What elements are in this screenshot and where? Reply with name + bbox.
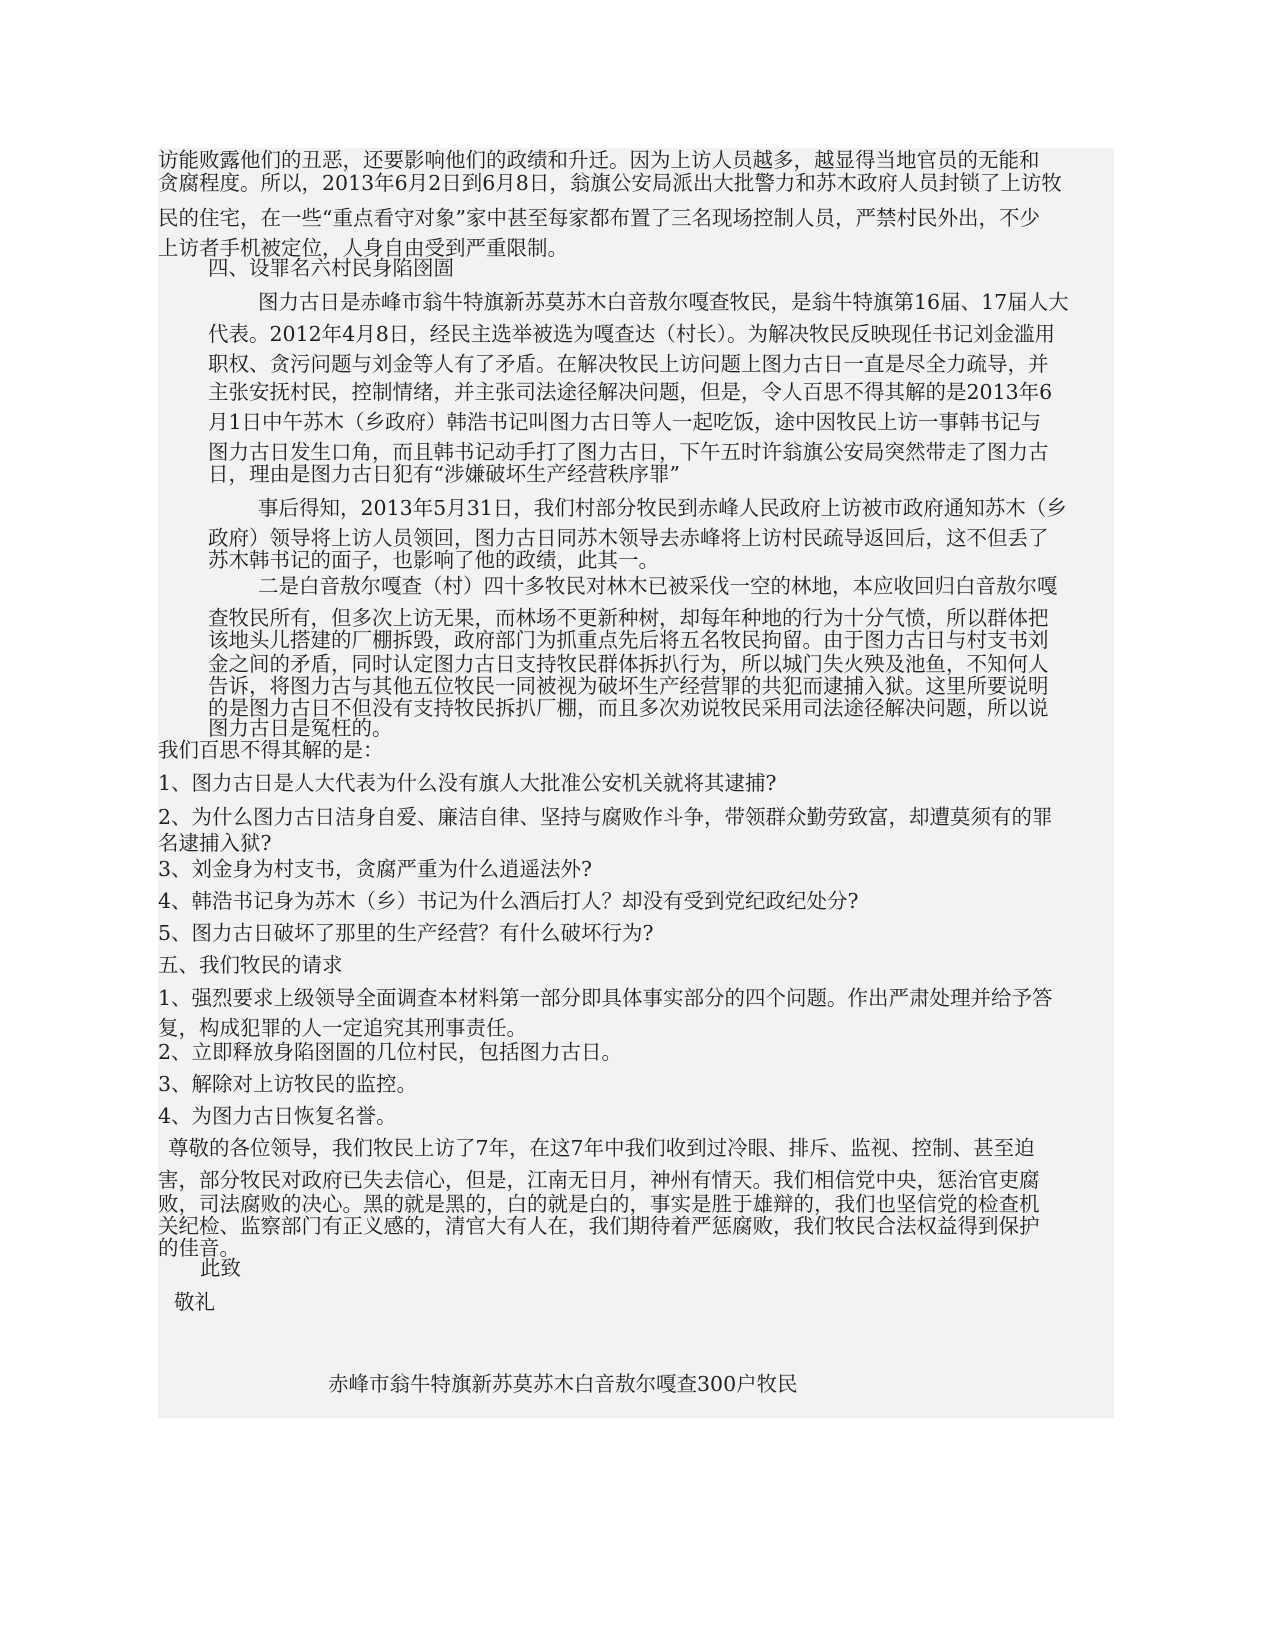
list-item: 4、为图力古日恢复名誉。: [158, 1104, 397, 1128]
list-item: 3、解除对上访牧民的监控。: [158, 1072, 418, 1096]
list-item: 复，构成犯罪的人一定追究其刑事责任。: [158, 1016, 527, 1040]
text-line: 图力古日发生口角，而且韩书记动手打了图力古日，下午五时许翁旗公安局突然带走了图力古: [208, 440, 1049, 464]
text-line: 代表。2012年4月8日，经民主选举被选为嘎查达（村长）。为解决牧民反映现任书记刘金滥用: [208, 322, 1056, 346]
list-item: 2、为什么图力古日洁身自爱、廉洁自律、坚持与腐败作斗争，带领群众勤劳致富，却遭莫须有的罪: [158, 805, 1053, 829]
text-line: 的是图力古日不但没有支持牧民拆扒厂棚，而且多次劝说牧民采用司法途径解决问题，所以说: [208, 696, 1049, 720]
text-line: 事后得知，2013年5月31日，我们村部分牧民到赤峰人民政府上访被市政府通知苏木（乡: [258, 496, 1067, 520]
text-line: 二是白音敖尔嘎查（村）四十多牧民对林木已被采伐一空的林地，本应收回归白音敖尔嘎: [258, 574, 1058, 598]
text-line: 政府）领导将上访人员领回，图力古日同苏木领导去赤峰将上访村民疏导返回后，这不但丢了: [208, 526, 1049, 550]
text-line: 败，司法腐败的决心。黑的就是黑的，白的就是白的，事实是胜于雄辩的，我们也坚信党的检查机: [158, 1192, 1040, 1216]
text-line: 苏木韩书记的面子，也影响了他的政绩，此其一。: [208, 548, 659, 572]
section-heading: 五、我们牧民的请求: [158, 953, 343, 977]
list-item: 名逮捕入狱?: [158, 831, 272, 855]
text-line: 查牧民所有，但多次上访无果，而林场不更新种树，却每年种地的行为十分气愤，所以群体把: [208, 606, 1049, 630]
text-line: 的佳音。: [158, 1236, 240, 1260]
text-line: 民的住宅，在一些“重点看守对象”家中甚至每家都布置了三名现场控制人员，严禁村民外出，不少: [158, 206, 1040, 230]
list-item: 5、图力古日破坏了那里的生产经营？有什么破坏行为?: [158, 921, 654, 945]
list-item: 1、图力古日是人大代表为什么没有旗人大批准公安机关就将其逮捕?: [158, 771, 777, 795]
text-line: 害，部分牧民对政府已失去信心，但是，江南无日月，神州有情天。我们相信党中央，惩治官吏腐: [158, 1168, 1040, 1192]
closing-respect: 敬礼: [174, 1290, 215, 1314]
section-heading: 四、设罪名六村民身陷囹圄: [208, 256, 454, 280]
signature-line: 赤峰市翁牛特旗新苏莫苏木白音敖尔嘎查300户牧民: [328, 1372, 798, 1396]
list-item: 2、立即释放身陷囹圄的几位村民，包括图力古日。: [158, 1040, 623, 1064]
text-line: 月1日中午苏木（乡政府）韩浩书记叫图力古日等人一起吃饭，途中因牧民上访一事韩书记与: [208, 410, 1042, 434]
list-item: 4、韩浩书记身为苏木（乡）书记为什么酒后打人？却没有受到党纪政纪处分?: [158, 889, 859, 913]
text-line: 职权、贪污问题与刘金等人有了矛盾。在解决牧民上访问题上图力古日一直是尽全力疏导，并: [208, 352, 1049, 376]
text-line: 我们百思不得其解的是：: [158, 738, 384, 762]
text-line: 访能败露他们的丑恶，还要影响他们的政绩和升迁。因为上访人员越多，越显得当地官员的无能和: [158, 148, 1040, 172]
list-item: 1、强烈要求上级领导全面调查本材料第一部分即具体事实部分的四个问题。作出严肃处理并给予答: [158, 986, 1053, 1010]
text-line: 尊敬的各位领导，我们牧民上访了7年，在这7年中我们收到过冷眼、排斥、监视、控制、甚至迫: [168, 1136, 1035, 1160]
text-line: 金之间的矛盾，同时认定图力古日支持牧民群体拆扒行为，所以城门失火殃及池鱼，不知何人: [208, 652, 1049, 676]
text-line: 关纪检、监察部门有正义感的，清官大有人在，我们期待着严惩腐败，我们牧民合法权益得到保护: [158, 1214, 1040, 1238]
text-line: 告诉，将图力古与其他五位牧民一同被视为破坏生产经营罪的共犯而逮捕入狱。这里所要说明: [208, 674, 1049, 698]
list-item: 3、刘金身为村支书，贪腐严重为什么逍遥法外?: [158, 857, 593, 881]
text-line: 贪腐程度。所以，2013年6月2日到6月8日，翁旗公安局派出大批警力和苏木政府人员封锁了上访牧: [158, 171, 1062, 195]
text-line: 图力古日是赤峰市翁牛特旗新苏莫苏木白音敖尔嘎查牧民，是翁牛特旗第16届、17届人大: [258, 290, 1069, 314]
text-line: 图力古日是冤枉的。: [208, 716, 393, 740]
closing-salutation: 此致: [200, 1256, 241, 1280]
text-line: 上访者手机被定位，人身自由受到严重限制。: [158, 236, 568, 260]
text-line: 日，理由是图力古日犯有“涉嫌破坏生产经营秩序罪”: [208, 462, 680, 486]
text-line: 该地头儿搭建的厂棚拆毁，政府部门为抓重点先后将五名牧民拘留。由于图力古日与村支书刘: [208, 628, 1049, 652]
text-line: 主张安抚村民，控制情绪，并主张司法途径解决问题，但是，令人百思不得其解的是2013年6: [208, 380, 1053, 404]
